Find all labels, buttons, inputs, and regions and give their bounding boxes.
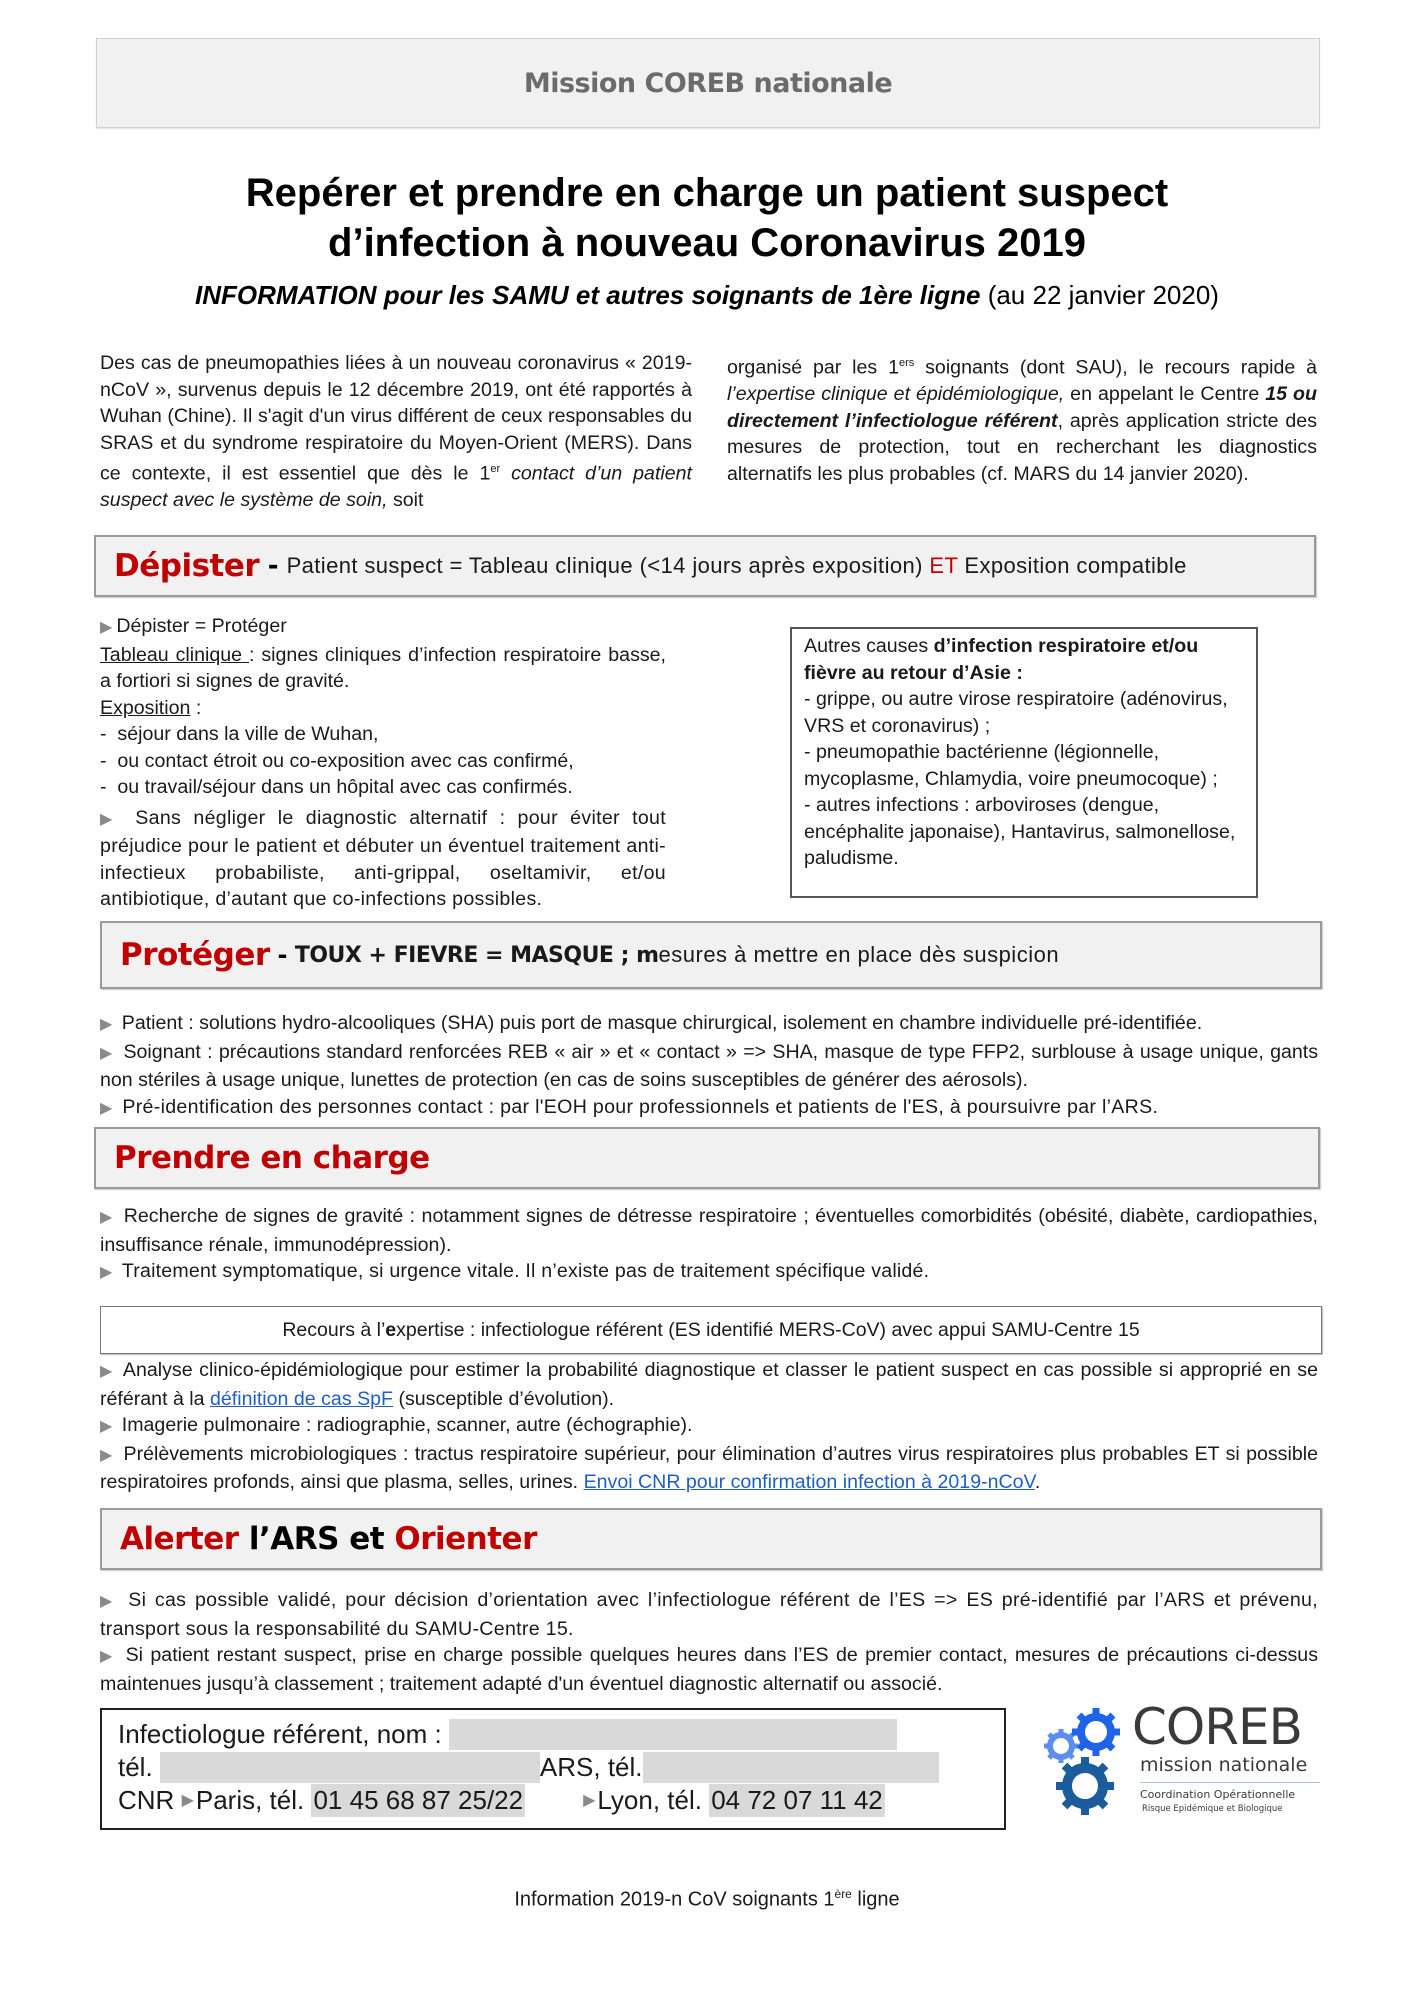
depister-lead: Dépister = Protéger (116, 615, 287, 637)
alerter-heading-mid: l’ARS et (238, 1521, 395, 1557)
referent-name-label: Infectiologue référent, nom : (118, 1719, 449, 1749)
section-alerter-header (100, 1508, 1322, 1570)
desc-text: Patient suspect = Tableau clinique (<14 jours après exposition) (286, 553, 930, 578)
depister-body (100, 613, 666, 913)
desc-text: Exposition compatible (957, 553, 1187, 578)
imagerie-text: Imagerie pulmonaire : radiographie, scanner, autre (échographie). (121, 1414, 693, 1436)
triangle-bullet-icon: ▶ (181, 1792, 194, 1809)
logo-line3: Risque Epidémique et Biologique (1142, 1804, 1283, 1814)
footer-text: Information 2019-n CoV soignants 1 (514, 1888, 835, 1911)
intro-italic: l’expertise clinique et épidémiologique, (727, 383, 1065, 406)
alternative-diagnosis-text: Sans négliger le diagnostic alternatif : pour éviter tout préjudice pour le patient et débuter un éventuel traitement anti-infectieux probabiliste, anti-grippal, oseltamivir, et/ou antibiotique, d’autant que co-infections possibles. (100, 806, 666, 910)
intro-text: en appelant le Centre (1064, 383, 1266, 406)
triangle-bullet-icon: ▶ (100, 810, 120, 828)
recours-text: xpertise : infectiologue référent (ES identifié MERS-CoV) avec appui SAMU-Centre 15 (396, 1318, 1140, 1341)
gears-icon (1044, 1708, 1130, 1818)
ars-phone-label: ARS, tél. (539, 1752, 643, 1782)
subtitle-bold: INFORMATION pour les SAMU et autres soignants de 1ère ligne (195, 280, 981, 310)
tableau-label: Tableau clinique (100, 643, 249, 666)
analyse-text: (susceptible d’évolution). (393, 1387, 615, 1410)
proteger-bold-text: TOUX + FIEVRE = MASQUE ; m (294, 942, 659, 968)
referent-phone-field[interactable] (160, 1752, 540, 1783)
paris-phone: 01 45 68 87 25/22 (313, 1785, 524, 1815)
proteger-desc: esures à mettre en place dès suspicion (658, 942, 1060, 967)
proteger-body (100, 1010, 1318, 1122)
prendre-heading: Prendre en charge (114, 1140, 430, 1176)
intro-text: soignants (dont SAU), le recours rapide à (914, 356, 1317, 379)
recours-text: Recours à l’ (282, 1318, 386, 1341)
triangle-bullet-icon: ▶ (100, 1648, 115, 1665)
referent-phone-label: tél. (118, 1752, 160, 1782)
recours-bold: e (385, 1318, 397, 1341)
ordinal: 1 (479, 462, 491, 485)
section-proteger-header (100, 921, 1322, 989)
alerter-body (100, 1587, 1318, 1697)
exposition-item: - ou contact étroit ou co-exposition avec cas confirmé, (100, 749, 574, 772)
triangle-bullet-icon: ▶ (100, 619, 113, 636)
recours-expertise-box (100, 1306, 1322, 1354)
triangle-bullet-icon: ▶ (100, 1446, 114, 1464)
colon: : (190, 696, 202, 719)
prendre-analysis-body (100, 1357, 1318, 1496)
exposition-label: Exposition (100, 696, 191, 719)
page-footer (96, 1887, 1318, 1912)
intro-text: , après application stricte des mesures de protection, tout en recherchant les diagnostics alternatifs les plus probables (cf. MARS du 14 janvier 2020). (727, 409, 1318, 485)
cause-item: - grippe, ou autre virose respiratoire (adénovirus, VRS et coronavirus) ; (804, 688, 1228, 737)
intro-text-end: soit (387, 489, 424, 512)
banner-title: Mission COREB nationale (523, 67, 893, 99)
footer-text: ligne (851, 1888, 900, 1911)
section-prendre-header (94, 1127, 1320, 1189)
triangle-bullet-icon: ▶ (100, 1418, 113, 1435)
cnr-label: CNR (118, 1785, 182, 1815)
triangle-bullet-icon: ▶ (100, 1099, 113, 1117)
coreb-logo (1044, 1700, 1334, 1830)
triangle-bullet-icon: ▶ (100, 1363, 114, 1380)
alerter-item: Si cas possible validé, pour décision d’orientation avec l’infectiologue référent de l’ES => ES pré-identifié par l’ARS et prévenu, transport sous la responsabilité du SAMU-Centre 15. (100, 1589, 1318, 1640)
envoi-cnr-link[interactable]: Envoi CNR pour confirmation infection à 2019-nCoV (583, 1471, 1035, 1493)
causes-intro: Autres causes (804, 635, 934, 657)
proteger-heading: Protéger (120, 937, 270, 973)
intro-right-column (727, 350, 1317, 487)
causes-intro-bold: d’infection respiratoire et/ou fièvre au retour d’Asie : (804, 635, 1199, 684)
subtitle-date: (au 22 janvier 2020) (987, 280, 1219, 310)
contact-box (100, 1708, 1006, 1830)
ordinal: 1 (888, 356, 899, 379)
page-subtitle (96, 280, 1318, 311)
prendre-item: Traitement symptomatique, si urgence vitale. Il n’existe pas de traitement spécifique validé. (121, 1260, 930, 1282)
proteger-item: Patient : solutions hydro-alcooliques (SHA) puis port de masque chirurgical, isolement en chambre individuelle pré-identifiée. (121, 1012, 1203, 1034)
prelevements-text: Prélèvements microbiologiques : tractus respiratoire supérieur, pour élimination d’autres virus respiratoires plus probables ET si possible respiratoires profonds, ainsi que plasma, selles, urines. (100, 1442, 1318, 1493)
exposition-item: - séjour dans la ville de Wuhan, (100, 723, 379, 745)
period: . (1034, 1471, 1041, 1493)
depister-desc (287, 553, 1187, 579)
logo-line1: mission nationale (1140, 1754, 1308, 1776)
contact-row-referent (118, 1718, 988, 1751)
contact-row-phones (118, 1751, 988, 1784)
page-title-line1: Repérer et prendre en charge un patient suspect (245, 171, 1169, 215)
triangle-bullet-icon: ▶ (583, 1792, 596, 1809)
intro-italic: contact d’un patient suspect avec le système de soin, (100, 462, 692, 512)
ordinal-sup: er (490, 463, 501, 475)
logo-line2: Coordination Opérationnelle (1140, 1788, 1296, 1801)
triangle-bullet-icon: ▶ (100, 1209, 114, 1226)
ordinal-sup: ers (899, 357, 915, 369)
alerter-heading: Alerter (120, 1521, 239, 1557)
logo-divider (1140, 1782, 1320, 1783)
section-depister-header (94, 535, 1316, 597)
triangle-bullet-icon: ▶ (100, 1016, 113, 1033)
logo-name: COREB (1132, 1698, 1302, 1756)
prendre-body (100, 1203, 1318, 1287)
ars-phone-field[interactable] (643, 1752, 939, 1783)
triangle-bullet-icon: ▶ (100, 1044, 114, 1062)
page-title-line2: d’infection à nouveau Coronavirus 2019 (328, 221, 1086, 265)
cause-item: - pneumopathie bactérienne (légionnelle, mycoplasme, Chlamydia, voire pneumocoque) ; (804, 741, 1218, 790)
tableau-text: : signes cliniques d’infection respiratoire basse, a fortiori si signes de gravité. (100, 643, 667, 692)
alerter-item: Si patient restant suspect, prise en charge possible quelques heures dans l’ES de premier contact, mesures de précautions ci-dessus maintenues jusqu’à classement ; traitement adapté d'un éventuel diagnostic alternatif ou associé. (100, 1644, 1318, 1695)
heading-dash: - (259, 551, 287, 581)
intro-text: organisé par les (727, 356, 889, 379)
header-banner (96, 38, 1320, 128)
other-causes-box (790, 627, 1258, 898)
heading-dash: - (269, 941, 295, 969)
triangle-bullet-icon: ▶ (100, 1264, 113, 1281)
intro-bold-italic: 15 ou directement l’infectiologue référent (727, 383, 1317, 432)
orienter-heading: Orienter (394, 1521, 537, 1557)
intro-left-column (100, 350, 692, 514)
exposition-item: - ou travail/séjour dans un hôpital avec cas confirmés. (100, 776, 573, 798)
paris-label: Paris, tél. (195, 1785, 312, 1815)
referent-name-field[interactable] (449, 1719, 897, 1750)
analyse-text: Analyse clinico-épidémiologique pour estimer la probabilité diagnostique et classer le patient suspect en cas possible si approprié en se référant à la (100, 1359, 1318, 1410)
proteger-item: Pré-identification des personnes contact : par l'EOH pour professionnels et patients de l'ES, à poursuivre par l’ARS. (122, 1095, 1159, 1118)
intro-text: Des cas de pneumopathies liées à un nouveau coronavirus « 2019-nCoV », survenus depuis le 12 décembre 2019, ont été rapportés à Wuhan (Chine). Il s'agit d'un virus différent de ceux responsables du SRAS et du syndrome respiratoire du Moyen-Orient (MERS). Dans ce contexte, il est essentiel que dès le (100, 352, 692, 485)
cause-item: - autres infections : arboviroses (dengue, encéphalite japonaise), Hantavirus, salmonellose, paludisme. (804, 794, 1236, 869)
depister-heading: Dépister (114, 548, 260, 584)
triangle-bullet-icon: ▶ (100, 1593, 116, 1610)
footer-sup: ère (834, 1887, 852, 1901)
desc-et: ET (929, 553, 958, 578)
prendre-item: Recherche de signes de gravité : notamment signes de détresse respiratoire ; éventuelles comorbidités (obésité, diabète, cardiopathies, insuffisance rénale, immunodépression). (100, 1205, 1318, 1256)
definition-cas-spf-link[interactable]: définition de cas SpF (210, 1387, 393, 1410)
lyon-label: Lyon, tél. (597, 1785, 710, 1815)
lyon-phone: 04 72 07 11 42 (711, 1785, 883, 1815)
contact-row-cnr (118, 1784, 988, 1817)
proteger-item: Soignant : précautions standard renforcées REB « air » et « contact » => SHA, masque de type FFP2, surblouse à usage unique, gants non stériles à usage unique, lunettes de protection (en cas de soins susceptibles de générer des aérosols). (100, 1040, 1319, 1091)
